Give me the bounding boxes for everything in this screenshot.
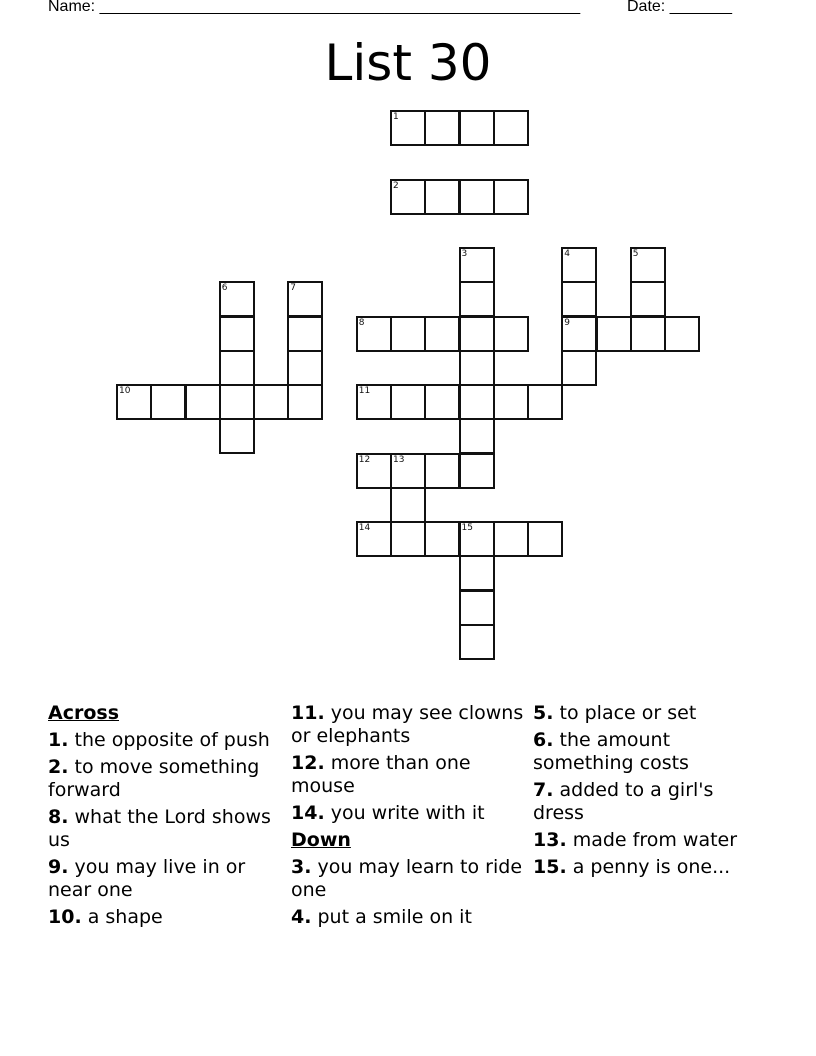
cell-number: 8 — [358, 317, 365, 328]
cell-number: 12 — [358, 454, 371, 465]
cell-number: 2 — [393, 180, 399, 191]
grid-cell[interactable] — [390, 521, 426, 557]
clue-text: to move something forward — [48, 756, 260, 801]
clue-text: a shape — [87, 906, 163, 928]
cell-number: 1 — [393, 112, 399, 122]
cell-number: 6 — [221, 283, 228, 294]
grid-cell[interactable] — [459, 555, 495, 591]
grid-cell[interactable] — [424, 453, 460, 489]
clue-number: 1. — [48, 729, 69, 751]
grid-cell[interactable] — [424, 179, 460, 215]
grid-cell[interactable] — [424, 384, 460, 420]
cell-number: 15 — [461, 523, 473, 533]
cell-number: 7 — [290, 283, 296, 294]
cell-number: 13 — [393, 454, 405, 465]
grid-cell[interactable] — [459, 316, 495, 352]
grid-cell[interactable] — [390, 384, 426, 420]
clue-number: 3. — [291, 856, 312, 878]
clue-text: what the Lord shows us — [48, 806, 271, 851]
name-field-label: Name: ______________________________________________________ — [48, 0, 581, 15]
grid-cell[interactable] — [561, 316, 597, 352]
grid-cell[interactable] — [150, 384, 186, 420]
grid-cell[interactable] — [459, 624, 495, 660]
clue-across-1 — [48, 729, 284, 752]
grid-cell[interactable] — [390, 487, 426, 523]
clue-across-11 — [291, 702, 527, 748]
grid-cell[interactable] — [630, 316, 666, 352]
clue-number: 11. — [291, 702, 325, 724]
grid-cell[interactable] — [561, 350, 597, 386]
clue-down-15 — [533, 856, 769, 879]
grid-cell[interactable] — [459, 384, 495, 420]
cell-number: 4 — [564, 249, 570, 259]
clue-text: you may live in or near one — [48, 856, 246, 901]
clue-text: to place or set — [559, 702, 697, 724]
grid-cell[interactable] — [596, 316, 632, 352]
grid-cell[interactable] — [459, 110, 495, 146]
grid-cell[interactable] — [493, 521, 529, 557]
clue-across-10 — [48, 906, 284, 929]
clue-down-3 — [291, 856, 527, 902]
clue-across-9 — [48, 856, 284, 902]
grid-cell[interactable] — [390, 110, 426, 146]
cell-number: 10 — [119, 386, 131, 396]
clue-number: 9. — [48, 856, 69, 878]
grid-cell[interactable] — [630, 247, 666, 283]
clue-across-8 — [48, 806, 284, 852]
clue-number: 10. — [48, 906, 82, 928]
across-heading: Across — [48, 702, 120, 724]
grid-cell[interactable] — [664, 316, 700, 352]
grid-cell[interactable] — [493, 179, 529, 215]
page-title: List 30 — [324, 34, 492, 92]
cell-number: 11 — [358, 386, 371, 396]
grid-cell[interactable] — [561, 281, 597, 317]
grid-cell[interactable] — [459, 521, 495, 557]
grid-cell[interactable] — [459, 590, 495, 626]
grid-cell[interactable] — [459, 247, 495, 283]
clue-down-7 — [533, 779, 769, 825]
clues-column-1 — [48, 702, 284, 933]
grid-cell[interactable] — [424, 316, 460, 352]
clue-text: made from water — [572, 829, 738, 851]
grid-cell[interactable] — [287, 316, 323, 352]
cell-number: 3 — [461, 249, 468, 259]
grid-cell[interactable] — [356, 384, 392, 420]
clue-down-5 — [533, 702, 769, 725]
clue-text: a penny is one... — [572, 856, 731, 878]
clue-text: more than one mouse — [291, 752, 471, 797]
clue-text: the opposite of push — [74, 729, 270, 751]
cell-number: 9 — [564, 317, 570, 328]
down-heading: Down — [291, 829, 351, 851]
grid-cell[interactable] — [253, 384, 289, 420]
grid-cell[interactable] — [459, 179, 495, 215]
grid-cell[interactable] — [219, 384, 255, 420]
grid-cell[interactable] — [185, 384, 221, 420]
grid-cell[interactable] — [459, 418, 495, 454]
clue-number: 8. — [48, 806, 69, 828]
clue-text: you write with it — [330, 802, 485, 824]
grid-cell[interactable] — [424, 521, 460, 557]
grid-cell[interactable] — [356, 521, 392, 557]
clue-down-6 — [533, 729, 769, 775]
grid-cell[interactable] — [219, 418, 255, 454]
clue-number: 14. — [291, 802, 325, 824]
grid-cell[interactable] — [390, 453, 426, 489]
grid-cell[interactable] — [527, 384, 563, 420]
grid-cell[interactable] — [493, 384, 529, 420]
clue-number: 5. — [533, 702, 554, 724]
grid-cell[interactable] — [219, 281, 255, 317]
clue-text: the amount something costs — [533, 729, 689, 774]
clue-number: 15. — [533, 856, 567, 878]
grid-cell[interactable] — [459, 453, 495, 489]
clues-column-3 — [533, 702, 769, 883]
clue-number: 7. — [533, 779, 554, 801]
clue-down-4 — [291, 906, 527, 929]
clue-across-2 — [48, 756, 284, 802]
cell-number: 14 — [358, 523, 371, 533]
clue-text: added to a girl's dress — [533, 779, 714, 824]
grid-cell[interactable] — [287, 350, 323, 386]
cell-number: 5 — [632, 249, 639, 259]
grid-cell[interactable] — [561, 247, 597, 283]
clue-text: you may learn to ride one — [291, 856, 523, 901]
date-field-label: Date: _______ — [627, 0, 732, 15]
grid-cell[interactable] — [356, 316, 392, 352]
grid-cell[interactable] — [459, 281, 495, 317]
clue-text: put a smile on it — [317, 906, 472, 928]
grid-cell[interactable] — [116, 384, 152, 420]
clue-number: 6. — [533, 729, 554, 751]
clue-number: 4. — [291, 906, 312, 928]
grid-cell[interactable] — [390, 179, 426, 215]
grid-cell[interactable] — [493, 316, 529, 352]
grid-cell[interactable] — [527, 521, 563, 557]
grid-cell[interactable] — [287, 384, 323, 420]
clues-column-2 — [291, 702, 527, 933]
grid-cell[interactable] — [424, 110, 460, 146]
grid-cell[interactable] — [287, 281, 323, 317]
clue-text: you may see clowns or elephants — [291, 702, 524, 747]
clue-across-12 — [291, 752, 527, 798]
clue-number: 12. — [291, 752, 325, 774]
grid-cell[interactable] — [459, 350, 495, 386]
grid-cell[interactable] — [356, 453, 392, 489]
grid-cell[interactable] — [219, 350, 255, 386]
grid-cell[interactable] — [630, 281, 666, 317]
clue-across-14 — [291, 802, 527, 825]
clue-number: 13. — [533, 829, 567, 851]
clue-down-13 — [533, 829, 769, 852]
grid-cell[interactable] — [493, 110, 529, 146]
clue-number: 2. — [48, 756, 69, 778]
grid-cell[interactable] — [390, 316, 426, 352]
grid-cell[interactable] — [219, 316, 255, 352]
